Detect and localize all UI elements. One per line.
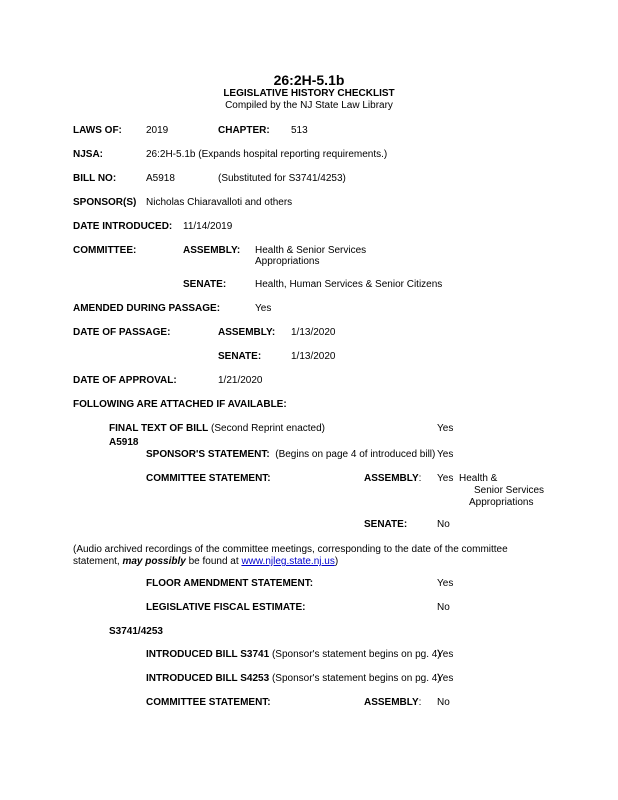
s3741-intro1-label: INTRODUCED BILL S3741 [146, 649, 270, 660]
a5918-committee-statement-label: COMMITTEE STATEMENT: [146, 473, 271, 484]
date-of-approval-label: DATE OF APPROVAL: [73, 375, 177, 386]
audio-note-prefix: statement, [73, 556, 123, 567]
final-text-row [109, 423, 325, 435]
a5918-assembly-value: Yes [437, 473, 454, 484]
fiscal-estimate-value: No [437, 602, 450, 613]
committee-assembly-line2: Appropriations [255, 256, 320, 267]
s3741-label: S3741/4253 [109, 626, 163, 637]
s3741-intro1-value: Yes [437, 649, 454, 660]
s3741-assembly-label: ASSEMBLY [364, 697, 419, 708]
date-of-passage-label: DATE OF PASSAGE: [73, 327, 171, 338]
passage-assembly-label: ASSEMBLY: [218, 327, 276, 338]
s3741-intro2-row [146, 673, 441, 685]
s3741-assembly-value: No [437, 697, 450, 708]
bill-no-note: (Substituted for S3741/4253) [218, 173, 346, 184]
a5918-assembly-committee-line2: Senior Services [474, 485, 545, 496]
a5918-assembly-committee-line3: Appropriations [469, 497, 534, 508]
a5918-sponsor-statement-value: Yes [437, 449, 454, 460]
passage-assembly-value: 1/13/2020 [291, 327, 336, 338]
committee-senate-label: SENATE: [183, 279, 227, 290]
date-of-approval-value: 1/21/2020 [218, 375, 263, 386]
a5918-assembly-colon: : [418, 473, 422, 484]
floor-amendment-label: FLOOR AMENDMENT STATEMENT: [146, 578, 314, 589]
final-text-label: FINAL TEXT OF BILL [109, 423, 209, 434]
committee-assembly-line1: Health & Senior Services [255, 245, 367, 256]
compiled-by: Compiled by the NJ State Law Library [225, 100, 393, 111]
sponsor-value: Nicholas Chiaravalloti and others [146, 197, 293, 208]
fiscal-estimate-label: LEGISLATIVE FISCAL ESTIMATE: [146, 602, 306, 613]
s3741-intro2-note: (Sponsor's statement begins on pg. 4) [269, 673, 441, 684]
s3741-intro1-row [146, 649, 441, 661]
chapter-value: 513 [291, 125, 308, 136]
audio-note-emphasis: may possibly [122, 556, 186, 567]
s3741-intro1-note: (Sponsor's statement begins on pg. 4) [269, 649, 441, 660]
a5918-sponsor-statement-label: SPONSOR'S STATEMENT: [146, 449, 270, 460]
audio-note-suffix: ) [334, 556, 339, 567]
s3741-committee-statement-label: COMMITTEE STATEMENT: [146, 697, 271, 708]
a5918-assembly-committee-line1: Health & [459, 473, 498, 484]
a5918-senate-value: No [437, 519, 450, 530]
date-introduced-value: 11/14/2019 [183, 221, 233, 232]
document-title: 26:2H-5.1b [273, 72, 345, 88]
laws-of-value: 2019 [146, 125, 169, 136]
committee-assembly-label: ASSEMBLY: [183, 245, 241, 256]
document-subtitle: LEGISLATIVE HISTORY CHECKLIST [223, 88, 395, 99]
laws-of-label: LAWS OF: [73, 125, 122, 136]
floor-amendment-value: Yes [437, 578, 454, 589]
njsa-label: NJSA: [73, 149, 104, 160]
sponsor-label: SPONSOR(S) [73, 197, 137, 208]
njsa-value: 26:2H-5.1b (Expands hospital reporting requirements.) [146, 149, 388, 160]
date-introduced-label: DATE INTRODUCED: [73, 221, 173, 232]
following-heading: FOLLOWING ARE ATTACHED IF AVAILABLE: [73, 399, 287, 410]
s3741-intro2-label: INTRODUCED BILL S4253 [146, 673, 270, 684]
audio-note-line2 [73, 556, 338, 568]
a5918-label: A5918 [109, 437, 139, 448]
committee-label: COMMITTEE: [73, 245, 137, 256]
final-text-note: (Second Reprint enacted) [208, 423, 325, 434]
a5918-assembly-label: ASSEMBLY [364, 473, 419, 484]
a5918-sponsor-statement-note: (Begins on page 4 of introduced bill) [269, 449, 436, 460]
audio-note-mid: be found at [185, 556, 242, 567]
passage-senate-label: SENATE: [218, 351, 262, 362]
amended-value: Yes [255, 303, 272, 314]
a5918-assembly-row [364, 473, 421, 485]
bill-no-label: BILL NO: [73, 173, 117, 184]
final-text-value: Yes [437, 423, 454, 434]
amended-label: AMENDED DURING PASSAGE: [73, 303, 221, 314]
s3741-assembly-colon: : [418, 697, 422, 708]
passage-senate-value: 1/13/2020 [291, 351, 336, 362]
audio-note-line1: (Audio archived recordings of the committee meetings, corresponding to the date of the committee [73, 544, 508, 555]
a5918-senate-label: SENATE: [364, 519, 408, 530]
a5918-sponsor-statement-row [146, 449, 435, 461]
bill-no-value: A5918 [146, 173, 175, 184]
chapter-label: CHAPTER: [218, 125, 270, 136]
s3741-intro2-value: Yes [437, 673, 454, 684]
s3741-assembly-row [364, 697, 421, 709]
committee-senate-value: Health, Human Services & Senior Citizens [255, 279, 443, 290]
njleg-link[interactable]: www.njleg.state.nj.us [241, 556, 335, 567]
